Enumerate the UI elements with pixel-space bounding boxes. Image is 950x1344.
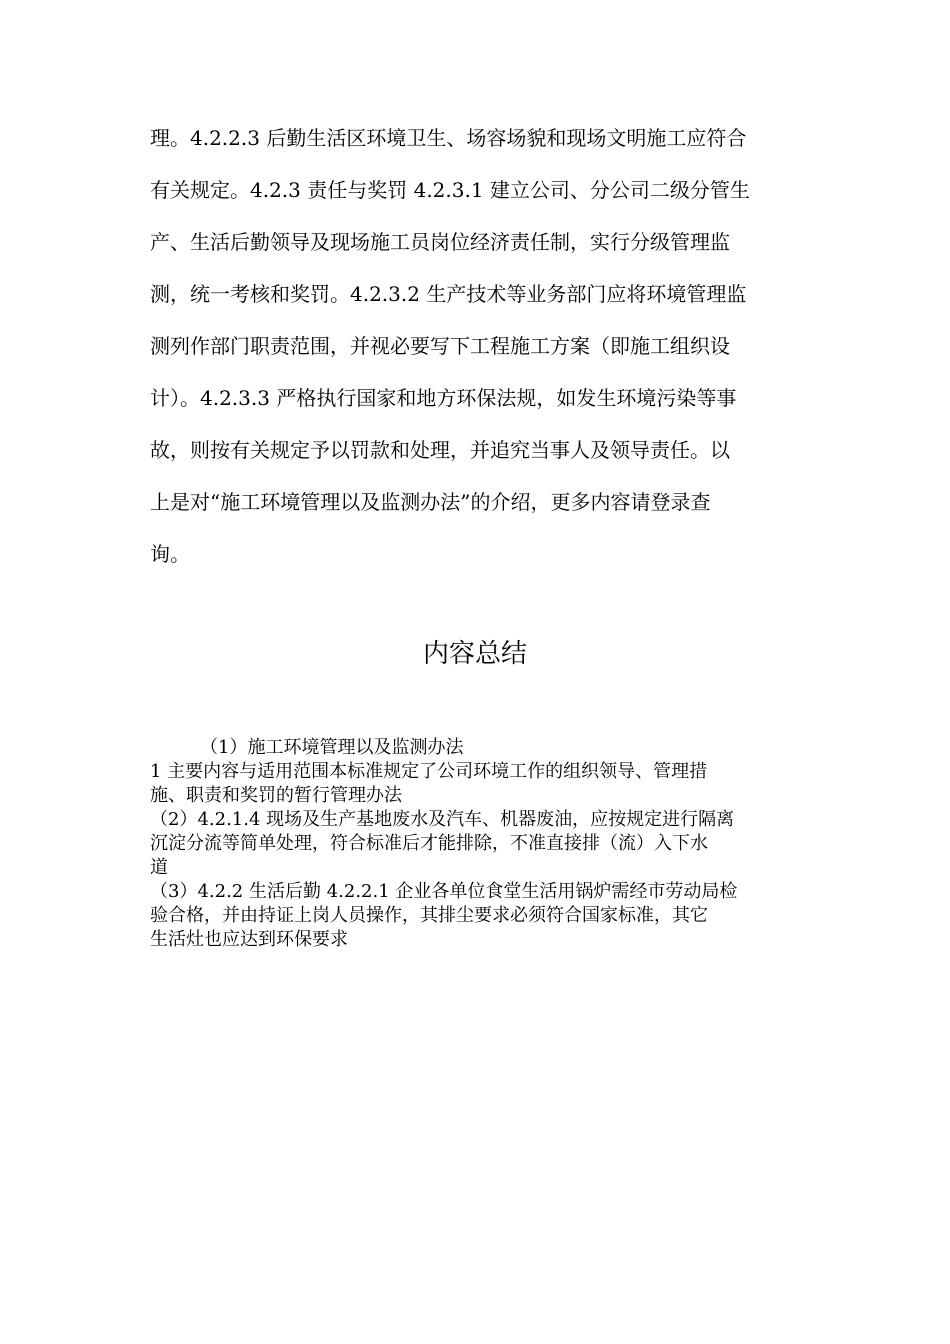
summary-section: [150, 736, 810, 952]
body-line: 上是对“施工环境管理以及监测办法”的介绍，更多内容请登录查: [150, 490, 711, 514]
summary-line: （2）4.2.1.4 现场及生产基地废水及汽车、机器废油，应按规定进行隔离: [150, 809, 735, 830]
body-text: [150, 118, 810, 586]
body-line: 测，统一考核和奖罚。4.2.3.2 生产技术等业务部门应将环境管理监: [150, 282, 747, 306]
summary-title: 内容总结: [422, 639, 527, 669]
summary-line: 沉淀分流等简单处理，符合标准后才能排除，不准直接排（流）入下水: [150, 833, 708, 854]
body-line: 故，则按有关规定予以罚款和处理，并追究当事人及领导责任。以: [150, 438, 730, 462]
summary-line: 生活灶也应达到环保要求: [150, 929, 348, 950]
summary-line: 道: [150, 857, 168, 878]
body-line: 测列作部门职责范围，并视必要写下工程施工方案（即施工组织设: [150, 334, 730, 358]
body-line: 有关规定。4.2.3 责任与奖罚 4.2.3.1 建立公司、分公司二级分管生: [150, 178, 750, 202]
summary-line: 1 主要内容与适用范围本标准规定了公司环境工作的组织领导、管理措: [150, 761, 708, 782]
summary-line: 施、职责和奖罚的暂行管理办法: [150, 785, 402, 806]
body-line: 产、生活后勤领导及现场施工员岗位经济责任制，实行分级管理监: [150, 230, 730, 254]
body-line: 理。4.2.2.3 后勤生活区环境卫生、场容场貌和现场文明施工应符合: [150, 126, 747, 150]
body-line: 询。: [150, 542, 190, 566]
summary-line: （3）4.2.2 生活后勤 4.2.2.1 企业各单位食堂生活用锅炉需经市劳动局检: [150, 881, 738, 902]
summary-line: 验合格，并由持证上岗人员操作，其排尘要求必须符合国家标准，其它: [150, 905, 708, 926]
summary-item-heading: （1）施工环境管理以及监测办法: [200, 737, 464, 758]
body-line: 计）。4.2.3.3 严格执行国家和地方环保法规，如发生环境污染等事: [150, 386, 737, 410]
